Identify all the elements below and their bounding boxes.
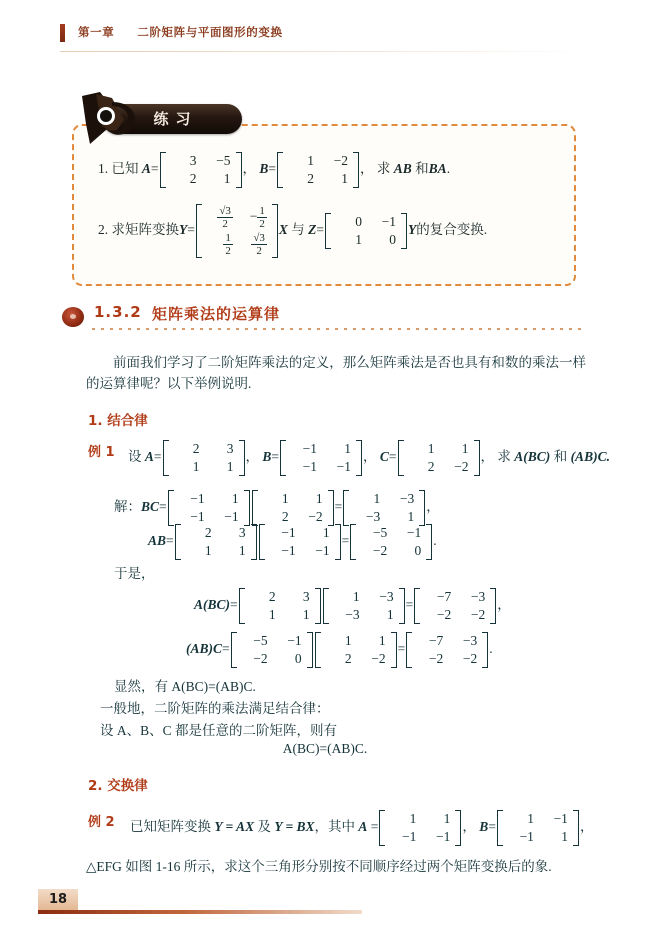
example-1-eq-b: = xyxy=(271,449,280,465)
running-head-accent-bar xyxy=(60,24,65,42)
example-2-and: 及 xyxy=(257,819,271,835)
bc-comma: ， xyxy=(426,499,440,515)
abc2-label: (AB)C xyxy=(186,641,223,657)
abc1-operand-bc: 1 −3 −3 1 xyxy=(323,588,405,624)
exercise-2-var-y2: Y xyxy=(408,222,417,238)
footer-gradient-bar xyxy=(38,910,362,914)
example-1-solution-ab xyxy=(148,524,437,560)
intro-paragraph: 前面我们学习了二阶矩阵乘法的定义，那么矩阵乘法是否也具有和数的乘法一样的运算律呢？以下举例说明. xyxy=(86,355,586,391)
example-1-comma-3: ， xyxy=(480,449,495,465)
exercise-2-matrix-z: 0 −1 1 0 xyxy=(325,213,407,249)
example-2-trailing-comma: ， xyxy=(579,819,594,835)
exercise-1-period: . xyxy=(446,161,451,177)
abc1-eq: = xyxy=(230,597,238,613)
example-1-matrix-a: 2 3 1 1 xyxy=(163,440,245,476)
example-2-eq-a: = xyxy=(370,819,379,835)
exercise-2-number: 2. xyxy=(98,222,109,238)
example-1-target-1: A(BC) xyxy=(514,449,551,465)
solution-label: 解： xyxy=(114,499,141,515)
exercise-1-matrix-b: 1 −2 2 1 xyxy=(277,152,359,188)
example-2-where: ，其中 xyxy=(314,819,356,835)
abc2-eq2: = xyxy=(397,641,406,657)
exercise-2-eq: = xyxy=(187,222,195,238)
subsection-heading-commutative: 2. 交换律 xyxy=(88,778,148,794)
exercise-1-conj: 和 xyxy=(415,161,429,177)
exercise-2-eq2: = xyxy=(316,222,325,238)
example-1-var-a: A xyxy=(144,449,154,465)
example-2-matrix-b: 1 −1 −1 1 xyxy=(497,810,579,846)
abc1-eq2: = xyxy=(405,597,414,613)
abc1-operand-a: 2 3 1 1 xyxy=(239,588,321,624)
running-head-chapter: 第一章 xyxy=(78,25,115,39)
example-1-var-c: C xyxy=(379,449,389,465)
section-number: 1.3.2 xyxy=(94,303,142,321)
example-1-lead: 设 xyxy=(128,449,142,465)
example-2-matrix-a: 1 1 −1 −1 xyxy=(379,810,461,846)
abc1-comma: ， xyxy=(497,597,511,613)
exercise-2-matrix-rotation: $\frac{√3}{2}$ − $\frac{1}{2}$ $\frac{1}{2}$ $\frac{√3}{2}$ xyxy=(196,204,278,258)
exercise-1-prod1: AB xyxy=(393,161,412,177)
running-head-title: 二阶矩阵与平面图形的变换 xyxy=(137,25,283,39)
thus-line: 于是， xyxy=(114,566,155,581)
bc-eq2: = xyxy=(334,499,343,515)
example-1-statement xyxy=(128,440,610,476)
example-1-matrix-c: 1 1 2 −2 xyxy=(398,440,480,476)
abc2-period: . xyxy=(489,641,493,657)
abc2-operand-c: 1 1 2 −2 xyxy=(315,632,397,668)
exercise-1-sep2: ， xyxy=(360,161,374,177)
general-statement: 一般地，二阶矩阵的乘法满足结合律： xyxy=(100,701,330,716)
bc-operand-b: −1 1 −1 −1 xyxy=(168,490,250,526)
example-1-target-2: (AB)C. xyxy=(570,449,610,465)
exercise-1-ask: 求 xyxy=(376,161,391,177)
example-2-comma: ， xyxy=(462,819,476,835)
calligraphy-brush-icon xyxy=(72,90,150,148)
example-2-var-a: A xyxy=(358,819,368,835)
associative-check-line-1 xyxy=(194,588,511,624)
example-2-transform-1: Y = AX xyxy=(214,819,255,835)
exercise-1-number: 1. xyxy=(98,161,109,177)
bc-label: BC xyxy=(141,499,160,515)
exercise-1-prod2: BA xyxy=(428,161,447,177)
exercise-1-var-a: A xyxy=(141,161,151,177)
exercise-1-sep1: ， xyxy=(242,161,257,177)
subsection-heading-associative: 1. 结合律 xyxy=(88,413,148,429)
example-1-var-b: B xyxy=(262,449,272,465)
example-1-ask: 求 xyxy=(497,449,511,465)
example-1-label: 例 1 xyxy=(88,445,115,460)
section-dotted-rule xyxy=(92,328,582,330)
section-heading xyxy=(62,303,582,333)
exercise-1-matrix-a: 3 −5 2 1 xyxy=(160,152,242,188)
running-head-rule xyxy=(60,51,590,52)
associative-check-line-2 xyxy=(186,632,493,668)
example-2-transform-2: Y = BX xyxy=(274,819,315,835)
example-2-label: 例 2 xyxy=(88,815,115,830)
abc1-result-matrix: −7 −3 −2 −2 xyxy=(414,588,496,624)
page-footer xyxy=(38,889,612,915)
abc2-result-matrix: −7 −3 −2 −2 xyxy=(406,632,488,668)
ab-result-matrix: −5 −1 −2 0 xyxy=(350,524,432,560)
bc-result-matrix: 1 −3 −3 1 xyxy=(343,490,425,526)
exercise-2-var-z: Z xyxy=(308,222,317,238)
example-1-matrix-b: −1 1 −1 −1 xyxy=(280,440,362,476)
exercise-2-var-y: Y xyxy=(179,222,188,238)
exercise-banner-label: 练习 xyxy=(153,110,198,128)
ab-eq: = xyxy=(166,533,174,549)
associative-law-formula: A(BC)=(AB)C. xyxy=(282,741,368,756)
exercise-2-with: 与 xyxy=(291,222,305,238)
running-head xyxy=(60,24,590,48)
section-title: 矩阵乘法的运算律 xyxy=(152,305,281,323)
example-1-comma-2: ， xyxy=(363,449,377,465)
exercise-item-2 xyxy=(98,204,487,258)
exercise-1-prefix: 已知 xyxy=(111,161,139,177)
section-bullet-icon xyxy=(62,307,84,327)
example-2-statement-line-1 xyxy=(130,810,593,846)
example-1-eq-a: = xyxy=(153,449,162,465)
running-head-text xyxy=(78,24,283,40)
exercise-1-var-b: B xyxy=(259,161,269,177)
ab-period: . xyxy=(433,533,437,549)
ab-label: AB xyxy=(148,533,167,549)
exercise-2-var-x: X xyxy=(278,222,288,238)
example-2-statement-line-2: △EFG 如图 1-16 所示，求这个三角形分别按不同顺序经过两个矩阵变换后的象. xyxy=(86,859,552,874)
example-2-eq-b: = xyxy=(488,819,496,835)
setting-statement: 设 A、B、C 都是任意的二阶矩阵，则有 xyxy=(100,723,338,738)
ab-eq2: = xyxy=(341,533,350,549)
example-1-comma-1: ， xyxy=(245,449,260,465)
ab-operand-a: 2 3 1 1 xyxy=(175,524,257,560)
example-1-solution-bc xyxy=(114,490,440,526)
example-2-var-b: B xyxy=(479,819,489,835)
exercise-1-eq: = xyxy=(150,161,159,177)
example-1-conj: 和 xyxy=(553,449,568,465)
exercise-2-tail: 的复合变换. xyxy=(416,222,488,238)
example-2-lead: 已知矩阵变换 xyxy=(130,819,211,835)
exercise-1-eq2: = xyxy=(268,161,277,177)
example-1-eq-c: = xyxy=(388,449,397,465)
page-number: 18 xyxy=(38,889,78,910)
ab-operand-b: −1 1 −1 −1 xyxy=(259,524,341,560)
bc-operand-c: 1 1 2 −2 xyxy=(252,490,334,526)
exercise-2-lead: 求矩阵变换 xyxy=(111,222,179,238)
exercise-item-1 xyxy=(98,152,450,188)
exercise-banner xyxy=(72,100,272,138)
abc1-label: A(BC) xyxy=(194,597,231,613)
obvious-conclusion: 显然，有 A(BC)=(AB)C. xyxy=(114,679,256,694)
abc2-eq: = xyxy=(222,641,230,657)
bc-eq: = xyxy=(159,499,167,515)
exercise-box xyxy=(72,124,576,286)
abc2-operand-ab: −5 −1 −2 0 xyxy=(231,632,313,668)
